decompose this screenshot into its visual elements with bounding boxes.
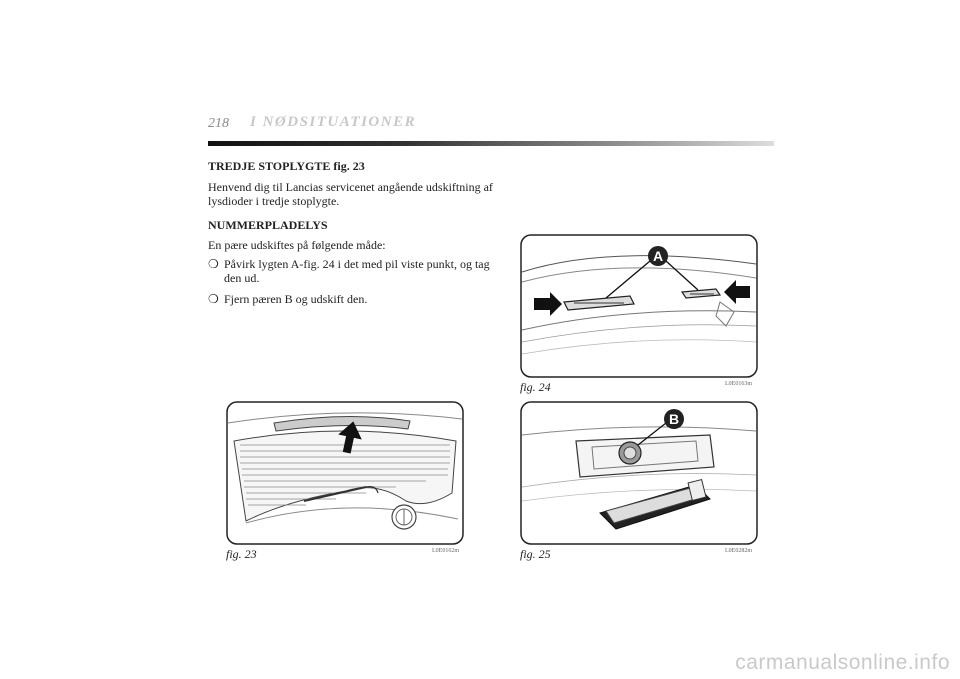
list-item bbox=[208, 257, 494, 286]
paragraph-number-plate-light: En pære udskiftes på følgende måde: bbox=[208, 238, 386, 252]
figure-25-illustration bbox=[520, 401, 758, 545]
figure-23-illustration bbox=[226, 401, 464, 545]
callout-a-label: A bbox=[652, 248, 664, 264]
list-item-text: Påvirk lygten A-fig. 24 i det med pil viste punkt, og tag den ud. bbox=[224, 256, 490, 285]
watermark: carmanualsonline.info bbox=[735, 651, 950, 674]
callout-b-label: B bbox=[668, 411, 680, 427]
section-title: I NØDSITUATIONER bbox=[250, 114, 417, 130]
figure-23-caption: fig. 23 bbox=[226, 547, 257, 561]
figure-24-illustration bbox=[520, 234, 758, 378]
figure-24-caption: fig. 24 bbox=[520, 380, 551, 394]
figure-24 bbox=[520, 234, 758, 378]
list-item bbox=[208, 292, 494, 307]
heading-number-plate-light: NUMMERPLADELYS bbox=[208, 217, 328, 232]
bullet-icon: ❍ bbox=[208, 291, 219, 306]
figure-23 bbox=[226, 401, 464, 545]
paragraph-third-brake-light: Henvend dig til Lancias servicenet angående udskiftning af lysdioder i tredje stoplygte. bbox=[208, 179, 493, 208]
figure-24-code: L0E0163m bbox=[725, 381, 752, 387]
figure-25 bbox=[520, 401, 758, 545]
list-item-text: Fjern pæren B og udskift den. bbox=[224, 291, 368, 306]
header-rule bbox=[208, 141, 774, 146]
text-column bbox=[208, 159, 494, 312]
bullet-icon: ❍ bbox=[208, 256, 219, 271]
page-number: 218 bbox=[208, 116, 229, 131]
figure-23-code: L0E0162m bbox=[432, 548, 459, 554]
heading-third-brake-light: TREDJE STOPLYGTE fig. 23 bbox=[208, 159, 365, 173]
figure-25-caption: fig. 25 bbox=[520, 547, 551, 561]
figure-25-code: L0E0282m bbox=[725, 548, 752, 554]
